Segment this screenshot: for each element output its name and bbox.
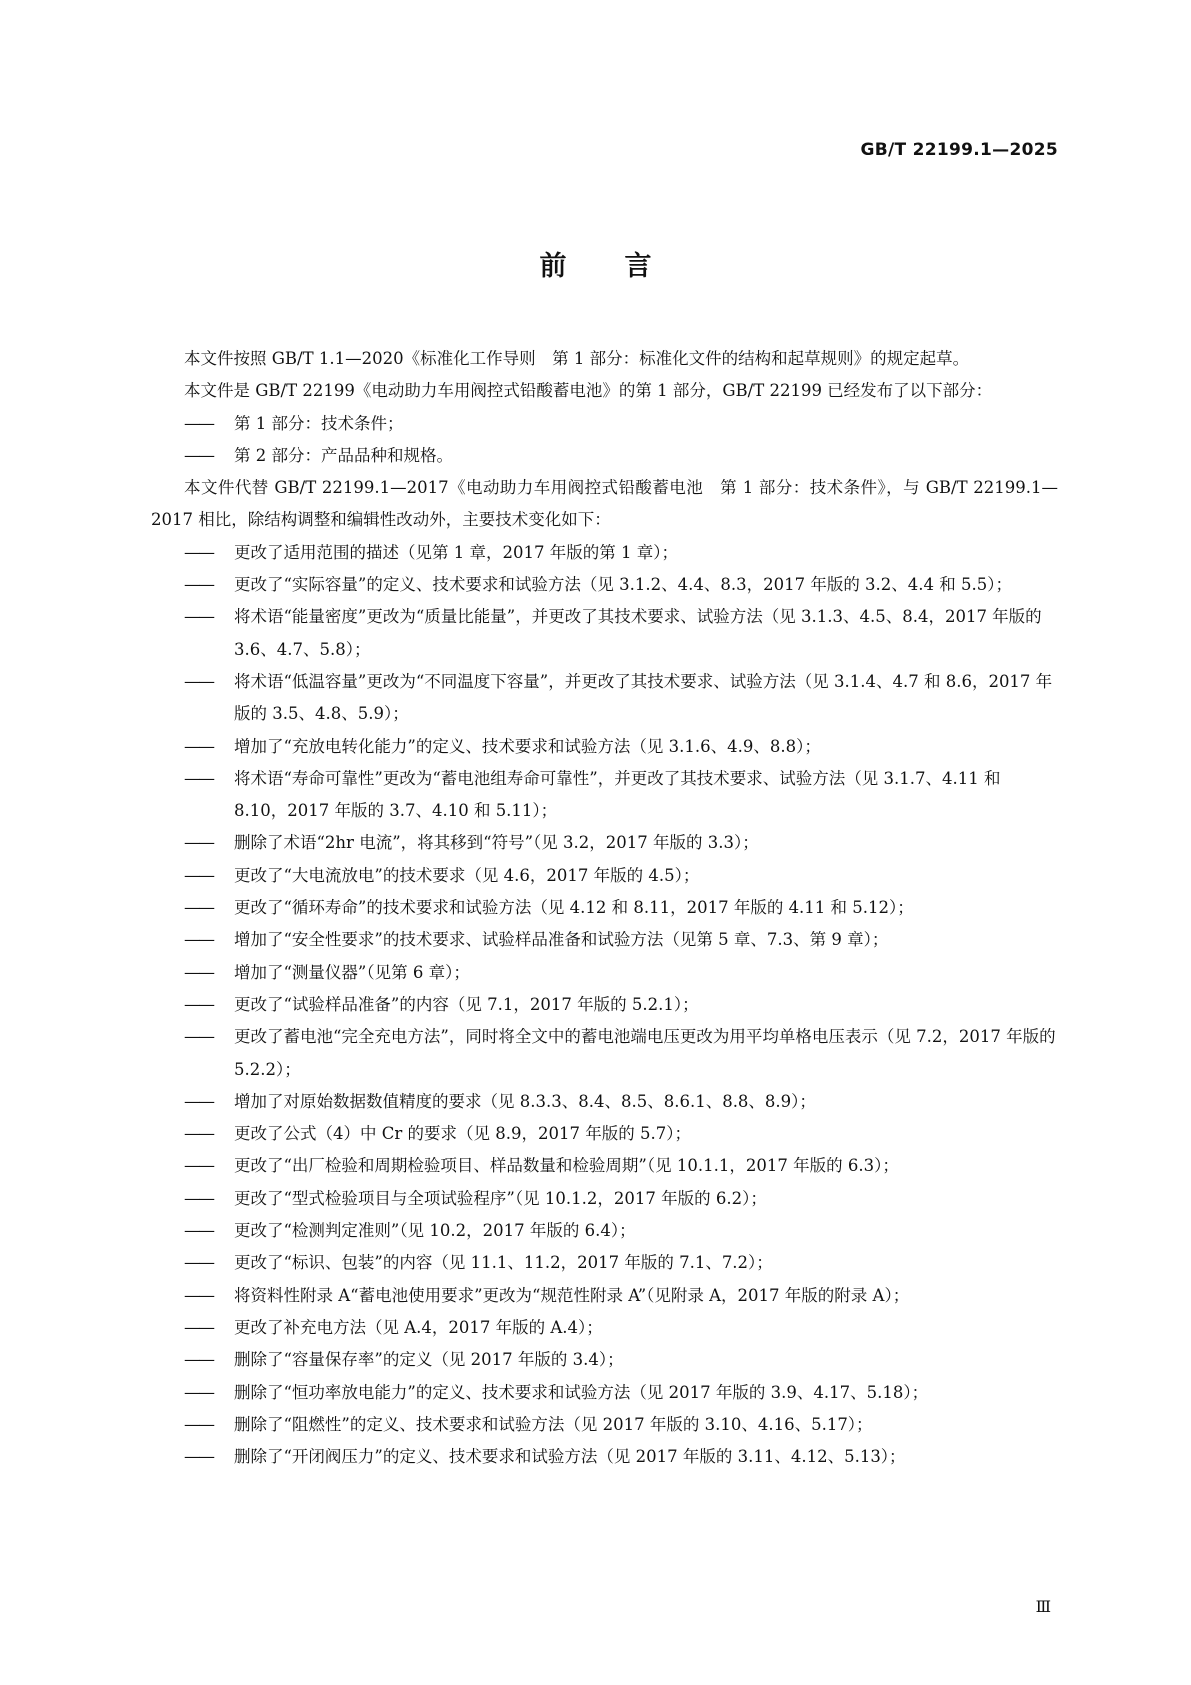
list-item-text: 删除了“恒功率放电能力”的定义、技术要求和试验方法（见 2017 年版的 3.9、4.17、5.18）；	[234, 1382, 929, 1402]
standard-code: GB/T 22199.1—2025	[860, 140, 1058, 160]
list-item	[151, 892, 1058, 924]
list-item-text: 删除了“开闭阀压力”的定义、技术要求和试验方法（见 2017 年版的 3.11、4.12、5.13）；	[234, 1447, 906, 1467]
list-item-text: 增加了对原始数据数值精度的要求（见 8.3.3、8.4、8.5、8.6.1、8.8、8.9）；	[234, 1091, 816, 1111]
list-item-text: 更改了“循环寿命”的技术要求和试验方法（见 4.12 和 8.11，2017 年版的 4.11 和 5.12）；	[234, 898, 914, 918]
dash-marker: ——	[184, 994, 213, 1014]
list-item	[151, 569, 1058, 601]
list-item	[151, 1086, 1058, 1118]
document-body	[151, 343, 1058, 1473]
changes-list	[151, 537, 1058, 1474]
list-item	[151, 537, 1058, 569]
dash-marker: ——	[184, 413, 213, 433]
list-item-text: 更改了“型式检验项目与全项试验程序”（见 10.1.2，2017 年版的 6.2）；	[234, 1188, 767, 1208]
list-item	[151, 1247, 1058, 1279]
list-item	[151, 1377, 1058, 1409]
list-item	[151, 957, 1058, 989]
page-title: 前言	[539, 251, 710, 282]
dash-marker: ——	[184, 575, 213, 595]
dash-marker: ——	[184, 1253, 213, 1273]
list-item-text: 删除了术语“2hr 电流”，将其移到“符号”（见 3.2，2017 年版的 3.3）；	[234, 833, 759, 853]
dash-marker: ——	[184, 1188, 213, 1208]
list-item-text: 增加了“测量仪器”（见第 6 章）；	[234, 962, 470, 982]
intro-paragraph: 本文件按照 GB/T 1.1—2020《标准化工作导则 第 1 部分：标准化文件的结构和起草规则》的规定起草。	[184, 349, 970, 368]
list-item-text: 将术语“寿命可靠性”更改为“蓄电池组寿命可靠性”，并更改了其技术要求、试验方法（见 3.1.7、4.11 和 8.10，2017 年版的 3.7、4.10 和 5.11）；	[234, 768, 1001, 821]
list-item-text: 更改了补充电方法（见 A.4，2017 年版的 A.4）；	[234, 1317, 603, 1337]
dash-marker: ——	[184, 671, 213, 691]
replacement-paragraph: 本文件代替 GB/T 22199.1—2017《电动助力车用阀控式铅酸蓄电池 第 1 部分：技术条件》，与 GB/T 22199.1—2017 相比，除结构调整和编辑性改动外，主要技术变化如下：	[151, 478, 1058, 530]
dash-marker: ——	[184, 1091, 213, 1111]
list-item-text: 更改了“检测判定准则”（见 10.2，2017 年版的 6.4）；	[234, 1221, 636, 1241]
list-item-text: 删除了“阻燃性”的定义、技术要求和试验方法（见 2017 年版的 3.10、4.16、5.17）；	[234, 1414, 873, 1434]
dash-marker: ——	[184, 930, 213, 950]
dash-marker: ——	[184, 1414, 213, 1434]
list-item-text: 更改了“出厂检验和周期检验项目、样品数量和检验周期”（见 10.1.1，2017 年版的 6.3）；	[234, 1156, 899, 1176]
list-item-text: 更改了适用范围的描述（见第 1 章，2017 年版的第 1 章）；	[234, 542, 678, 562]
dash-marker: ——	[184, 607, 213, 627]
list-item	[151, 924, 1058, 956]
list-item	[151, 1344, 1058, 1376]
list-item	[151, 1021, 1058, 1086]
list-item	[151, 1118, 1058, 1150]
list-item-text: 增加了“充放电转化能力”的定义、技术要求和试验方法（见 3.1.6、4.9、8.8）；	[234, 736, 821, 756]
dash-marker: ——	[184, 833, 213, 853]
list-item	[151, 1441, 1058, 1473]
list-item-text: 将资料性附录 A“蓄电池使用要求”更改为“规范性附录 A”（见附录 A，2017 年版的附录 A）；	[234, 1285, 910, 1305]
list-item	[151, 1280, 1058, 1312]
dash-marker: ——	[184, 768, 213, 788]
dash-marker: ——	[184, 1350, 213, 1370]
list-item-text: 更改了“大电流放电”的技术要求（见 4.6，2017 年版的 4.5）；	[234, 865, 700, 885]
list-item	[151, 731, 1058, 763]
dash-marker: ——	[184, 1382, 213, 1402]
list-item-text: 第 1 部分：技术条件；	[234, 413, 404, 433]
dash-marker: ——	[184, 1285, 213, 1305]
dash-marker: ——	[184, 1156, 213, 1176]
list-item	[151, 601, 1058, 666]
list-item-text: 更改了公式（4）中 Cr 的要求（见 8.9，2017 年版的 5.7）；	[234, 1124, 691, 1144]
list-item-text: 删除了“容量保存率”的定义（见 2017 年版的 3.4）；	[234, 1350, 624, 1370]
list-item	[151, 860, 1058, 892]
dash-marker: ——	[184, 542, 213, 562]
list-item	[151, 1312, 1058, 1344]
list-item-text: 更改了“标识、包装”的内容（见 11.1、11.2，2017 年版的 7.1、7.2）；	[234, 1253, 773, 1273]
dash-marker: ——	[184, 898, 213, 918]
list-item-text: 更改了“试验样品准备”的内容（见 7.1，2017 年版的 5.2.1）；	[234, 994, 699, 1014]
list-item	[151, 440, 1058, 472]
dash-marker: ——	[184, 1027, 213, 1047]
page-number: Ⅲ	[1035, 1597, 1051, 1616]
list-item	[151, 1183, 1058, 1215]
dash-marker: ——	[184, 445, 213, 465]
list-item-text: 第 2 部分：产品品种和规格。	[234, 445, 453, 465]
list-item	[151, 1150, 1058, 1182]
list-item-text: 更改了蓄电池“完全充电方法”，同时将全文中的蓄电池端电压更改为用平均单格电压表示（见 7.2，2017 年版的 5.2.2）；	[234, 1027, 1056, 1079]
dash-marker: ——	[184, 1221, 213, 1241]
list-item	[151, 1215, 1058, 1247]
dash-marker: ——	[184, 865, 213, 885]
intro-paragraph: 本文件是 GB/T 22199《电动助力车用阀控式铅酸蓄电池》的第 1 部分，GB/T 22199 已经发布了以下部分：	[184, 381, 993, 401]
list-item-text: 将术语“能量密度”更改为“质量比能量”，并更改了其技术要求、试验方法（见 3.1.3、4.5、8.4，2017 年版的 3.6、4.7、5.8）；	[234, 607, 1042, 659]
dash-marker: ——	[184, 736, 213, 756]
dash-marker: ——	[184, 962, 213, 982]
list-item	[151, 1409, 1058, 1441]
dash-marker: ——	[184, 1124, 213, 1144]
list-item-text: 将术语“低温容量”更改为“不同温度下容量”，并更改了其技术要求、试验方法（见 3.1.4、4.7 和 8.6，2017 年版的 3.5、4.8、5.9）；	[234, 671, 1053, 724]
list-item	[151, 408, 1058, 440]
list-item	[151, 989, 1058, 1021]
list-item	[151, 827, 1058, 859]
list-item	[151, 666, 1058, 731]
list-item-text: 增加了“安全性要求”的技术要求、试验样品准备和试验方法（见第 5 章、7.3、第 9 章）；	[234, 930, 889, 950]
dash-marker: ——	[184, 1447, 213, 1467]
list-item	[151, 763, 1058, 828]
list-item-text: 更改了“实际容量”的定义、技术要求和试验方法（见 3.1.2、4.4、8.3，2017 年版的 3.2、4.4 和 5.5）；	[234, 575, 1013, 595]
dash-marker: ——	[184, 1317, 213, 1337]
